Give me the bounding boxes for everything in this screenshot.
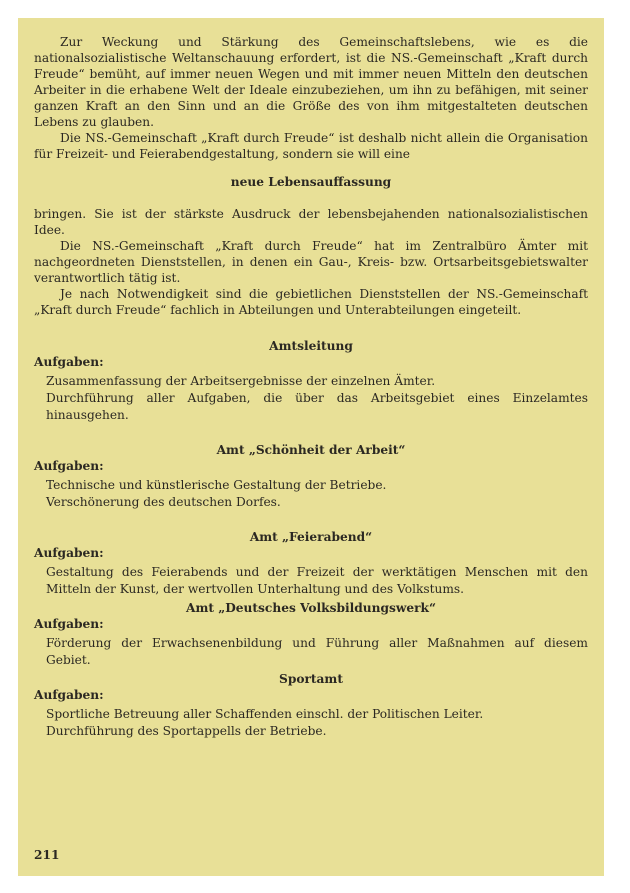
page-number: 211 xyxy=(34,848,60,862)
intro-paragraph-1: Zur Weckung und Stärkung des Gemeinschaftslebens, wie es die nationalsozialistische Weltanschauung erfordert, ist die NS.-Gemeinschaft „Kraft durch Freude“ bemüht, auf immer neuen Wegen und mit immer neuen Mitteln den deutschen Arbeiter in die erhabene Welt der Ideale einzubeziehen, um ihn zu befähigen, mit seiner ganzen Kraft an den Sinn und an die Größe des von ihm mitgestalteten deutschen Lebens zu glauben. xyxy=(34,35,588,129)
intro-paragraph-3: bringen. Sie ist der stärkste Ausdruck der lebensbejahenden nationalsozialistischen Idee. xyxy=(34,207,588,237)
task-item: Förderung der Erwachsenenbildung und Führung aller Maßnahmen auf diesem Gebiet. xyxy=(46,636,588,667)
task-item: Durchführung des Sportappells der Betriebe. xyxy=(46,724,327,738)
task-item: Gestaltung des Feierabends und der Freizeit der werktätigen Menschen mit den Mitteln der Kunst, der wertvollen Unterhaltung und des Volkstums. xyxy=(46,565,588,596)
section-title-feierabend: Amt „Feierabend“ xyxy=(249,530,373,544)
aufgaben-label: Aufgaben: xyxy=(34,617,104,631)
section-title-amtsleitung: Amtsleitung xyxy=(269,339,353,353)
intro-paragraph-2: Die NS.-Gemeinschaft „Kraft durch Freude“ ist deshalb nicht allein die Organisation für Freizeit- und Feierabendgestaltung, sondern sie will eine xyxy=(34,131,588,161)
task-item: Zusammenfassung der Arbeitsergebnisse der einzelnen Ämter. xyxy=(46,374,436,388)
intro-paragraph-5: Je nach Notwendigkeit sind die gebietlichen Dienststellen der NS.-Gemeinschaft „Kraft durch Freude“ fachlich in Abteilungen und Unterabteilungen eingeteilt. xyxy=(34,287,588,317)
book-page xyxy=(18,18,604,876)
centered-phrase: neue Lebensauffassung xyxy=(230,175,392,189)
task-item: Technische und künstlerische Gestaltung der Betriebe. xyxy=(46,478,387,492)
section-title-volksbildungswerk: Amt „Deutsches Volksbildungswerk“ xyxy=(186,601,436,615)
task-item: Sportliche Betreuung aller Schaffenden einschl. der Politischen Leiter. xyxy=(46,707,484,721)
task-item: Durchführung aller Aufgaben, die über das Arbeitsgebiet eines Einzelamtes hinausgehen. xyxy=(46,391,588,422)
section-title-schoenheit: Amt „Schönheit der Arbeit“ xyxy=(216,443,406,457)
aufgaben-label: Aufgaben: xyxy=(34,546,104,560)
aufgaben-label: Aufgaben: xyxy=(34,688,104,702)
task-item: Verschönerung des deutschen Dorfes. xyxy=(46,495,281,509)
aufgaben-label: Aufgaben: xyxy=(34,459,104,473)
section-title-sportamt: Sportamt xyxy=(279,672,343,686)
intro-paragraph-4: Die NS.-Gemeinschaft „Kraft durch Freude“ hat im Zentralbüro Ämter mit nachgeordneten Dienststellen, in denen ein Gau-, Kreis- bzw. Ortsarbeitsgebietswalter verantwortlich tätig ist. xyxy=(34,239,588,285)
aufgaben-label: Aufgaben: xyxy=(34,355,104,369)
